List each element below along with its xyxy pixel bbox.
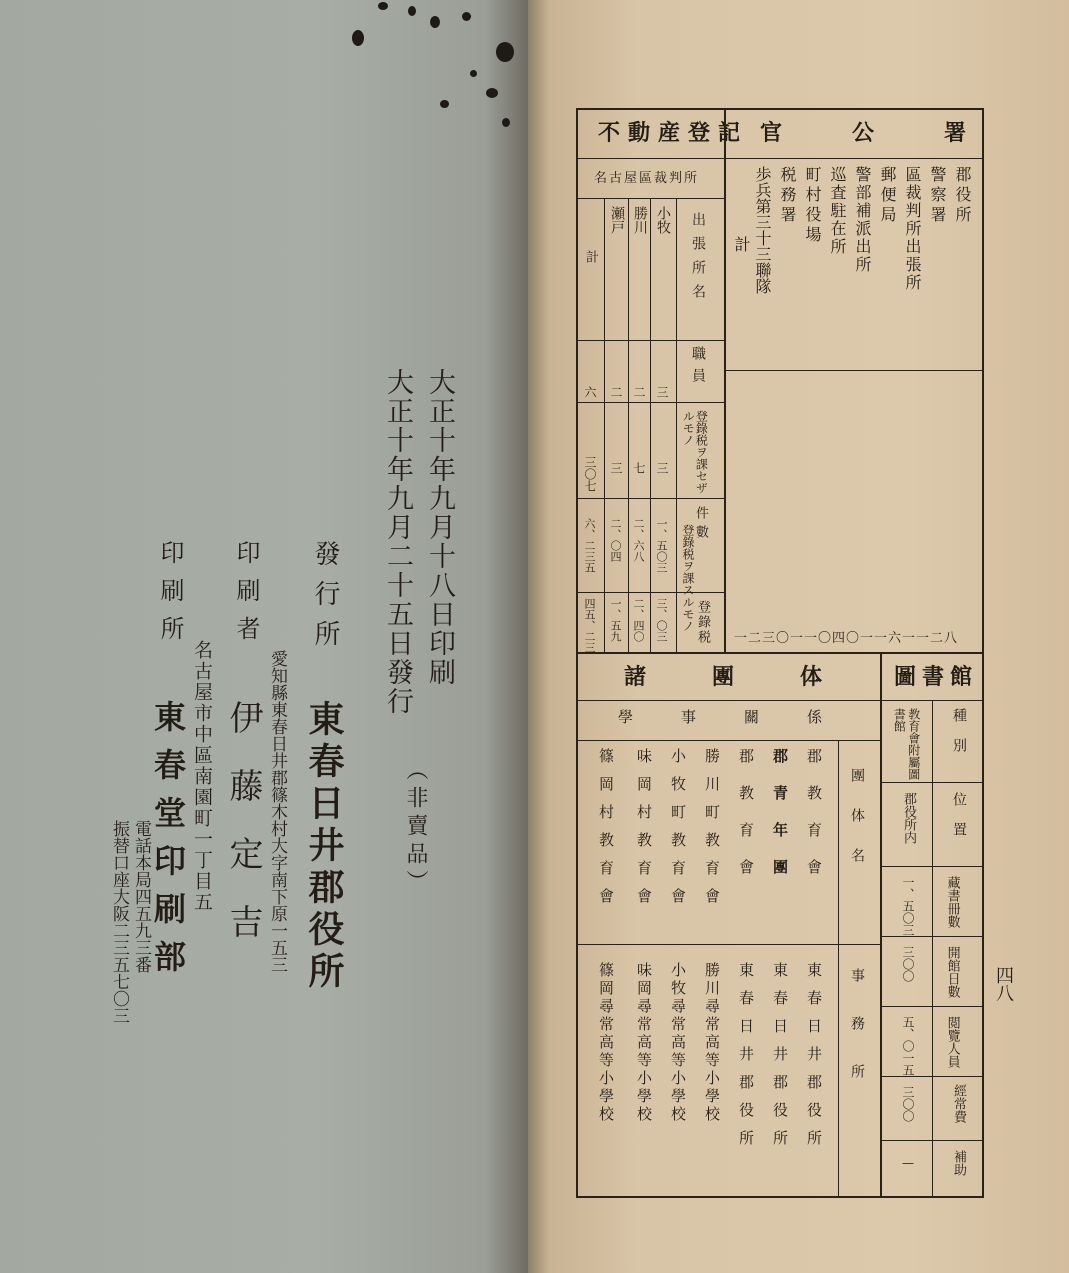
group-office: 東春日井郡役所 [737,962,755,1158]
registry-header-count: 件數 [693,506,708,544]
office-item: 警部補派出所 [853,166,872,274]
group-office: 勝川尋常高等小學校 [703,962,721,1124]
library-header-readers: 閲覽人員 [944,1016,960,1068]
ink-blot [486,88,498,98]
frame-divider [724,108,726,652]
printer-label: 印刷者 [232,540,260,654]
office-item: 町村役場 [803,166,822,246]
office-item: 區裁判所出張所 [903,166,922,292]
registry-header-tax: 登錄税 [695,600,710,645]
registry-row-count: 二、六八 [632,518,645,562]
office-item: 巡査駐在所 [828,166,847,256]
group-office: 東春日井郡役所 [771,962,789,1158]
registry-total-nontax: 三〇七 [583,456,597,492]
ink-blot [502,118,510,127]
groups-header-office: 事務所 [849,968,865,1112]
registry-row-tax: 二、四〇 [632,598,645,642]
library-header-location: 位置 [951,792,967,852]
printer-name: 伊藤定吉 [223,700,263,972]
transfer-account: 振替口座大阪二三五七〇三 [109,820,129,1024]
printer-address: 名古屋市中區南園町一丁目五 [191,640,213,913]
library-days: 三〇〇 [901,946,915,982]
registry-row-nontax: 三 [655,462,669,474]
ink-blot [430,16,440,28]
library-location: 郡役所内 [901,792,916,844]
registry-row-name: 小牧 [655,206,671,234]
registry-row-name: 勝川 [632,206,648,234]
library-header-aid: 補助 [951,1150,966,1176]
registry-total-staff: 六 [583,386,597,398]
not-for-sale: （非賣品） [403,758,428,898]
printshop-label: 印刷所 [156,540,184,654]
library-title: 圖書館 [894,664,979,690]
ink-blot [462,12,471,21]
groups-subtitle: 學事關係 [618,708,871,726]
registry-row-count: 一、五〇三 [655,518,668,573]
colophon-page [0,0,528,1273]
registry-header-nontax: 登錄税ヲ課セザルモノ [681,410,709,494]
registry-subtitle: 名古屋區裁判所 [594,171,700,186]
ink-blot [440,100,449,108]
group-name: 勝川町教育會 [703,748,721,916]
registry-row-tax: 一、五九 [609,598,622,642]
group-office: 小牧尋常高等小學校 [669,962,687,1124]
registry-header-office: 出張所名 [690,212,706,308]
library-header-days: 開館日數 [944,946,960,998]
ink-blot [470,70,477,77]
page-number: 四八 [993,966,1014,1002]
library-cost: 三〇〇 [901,1086,915,1122]
registry-row-name: 瀬戸 [609,206,625,234]
frame-divider [576,652,984,654]
library-books: 一、五〇三 [901,876,915,936]
registry-row-nontax: 七 [632,462,646,474]
group-name: 味岡村教育會 [635,748,653,916]
group-name: 郡教育會 [737,748,755,896]
group-name: 郡青年團 [771,748,789,896]
ink-blot [352,30,364,46]
groups-title: 諸團体 [624,664,889,690]
registry-title: 不動産登記 [598,120,749,146]
publisher-address: 愛知縣東春日井郡篠木村大字南下原一五三 [267,650,287,973]
group-office: 東春日井郡役所 [805,962,823,1158]
registry-total-tax: 四五、二三 [583,598,596,653]
registry-row-staff: 二 [632,386,646,398]
office-item: 歩兵第三十三聯隊 [753,166,772,294]
office-item: 税務署 [778,166,797,226]
library-aid: — [901,1156,915,1170]
registry-row-nontax: 三 [609,462,623,474]
group-office: 篠岡尋常高等小學校 [597,962,615,1124]
ink-blot [378,2,388,10]
offices-counts: 一二三〇一一〇四〇一一六一一二八 [734,631,959,646]
print-date: 大正十年九月十八日印刷 [424,368,455,687]
library-type: 教育會附屬圖書館 [892,708,921,780]
registry-row-staff: 二 [609,386,623,398]
office-item: 郡役所 [953,166,972,226]
library-header-cost: 經常費 [951,1084,966,1123]
registry-header-taxed-group: 登錄税ヲ課スルモノ [681,524,695,632]
groups-header-name: 團体名 [849,768,865,888]
printshop-name: 東春堂印刷部 [149,700,187,988]
office-item: 郵便局 [878,166,897,226]
group-office: 味岡尋常高等小學校 [635,962,653,1124]
registry-total-count: 六、二三五 [583,518,596,573]
offices-title: 官公署 [760,120,1037,146]
library-readers: 五、〇一五 [901,1016,915,1076]
registry-row-count: 二、〇四 [609,518,622,562]
ink-blot [408,6,416,16]
library-header-type: 種別 [951,708,967,768]
office-item: 警察署 [928,166,947,226]
library-header-books: 藏書冊數 [944,876,960,928]
group-name: 篠岡村教育會 [597,748,615,916]
phone-number: 電話本局四五九三番 [131,820,151,973]
publisher-name: 東春日井郡役所 [303,700,345,994]
publisher-label: 發行所 [310,540,340,660]
group-name: 小牧町教育會 [669,748,687,916]
table-page [528,0,1069,1273]
registry-total-label: 計 [583,250,598,263]
frame-divider [880,652,882,1198]
issue-date: 大正十年九月二十五日發行 [382,368,413,716]
ink-blot [496,42,514,62]
registry-row-staff: 三 [655,386,669,398]
group-name: 郡教育會 [805,748,823,896]
registry-row-tax: 三、〇三 [655,598,668,642]
office-item: 計 [732,236,751,252]
registry-header-staff: 職員 [690,346,706,390]
